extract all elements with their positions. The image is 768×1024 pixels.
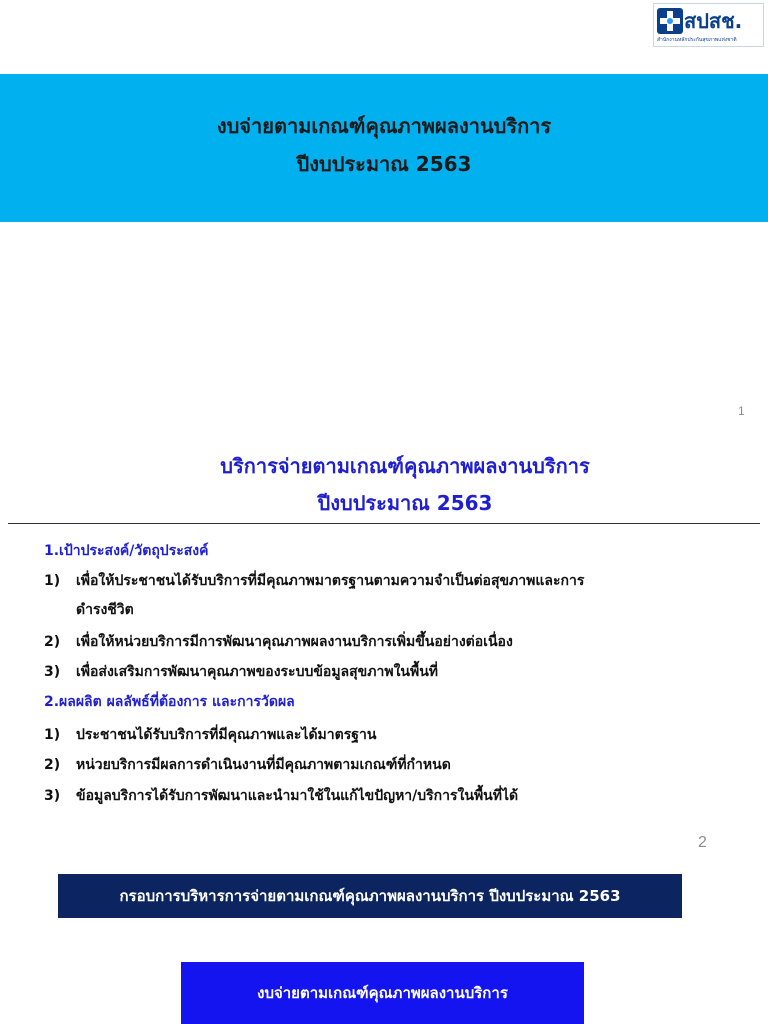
framework-header-box: กรอบการบริหารการจ่ายตามเกณฑ์คุณภาพผลงานบริการ ปีงบประมาณ 2563 xyxy=(58,874,682,918)
item-text: ประชาชนได้รับบริการที่มีคุณภาพและได้มาตรฐาน xyxy=(76,727,377,743)
section1-heading: 1.เป้าประสงค์/วัตถุประสงค์ xyxy=(44,543,209,559)
item-text: เพื่อให้ประชาชนได้รับบริการที่มีคุณภาพมาตรฐานตามความจำเป็นต่อสุขภาพและการ xyxy=(76,573,585,589)
divider xyxy=(8,523,760,524)
list-item xyxy=(44,631,513,653)
nhso-logo xyxy=(653,3,764,47)
item-continuation: ดำรงชีวิต xyxy=(76,602,134,618)
slide2-title-line1: บริการจ่ายตามเกณฑ์คุณภาพผลงานบริการ xyxy=(220,454,590,478)
budget-box: งบจ่ายตามเกณฑ์คุณภาพผลงานบริการ xyxy=(181,962,584,1024)
list-item xyxy=(44,754,451,776)
list-item xyxy=(44,570,584,592)
item-number: 2) xyxy=(44,634,61,650)
section2-heading: 2.ผลผลิต ผลลัพธ์ที่ต้องการ และการวัดผล xyxy=(44,694,295,710)
item-text: ข้อมูลบริการได้รับการพัฒนาและนำมาใช้ในแก้ไขปัญหา/บริการในพื้นที่ได้ xyxy=(76,788,519,804)
title-banner xyxy=(0,74,768,222)
page-number-2: 2 xyxy=(698,834,707,851)
page-number-1: 1 xyxy=(738,404,745,418)
cross-heart-icon xyxy=(657,8,683,34)
item-number: 1) xyxy=(44,573,61,589)
slide2-title-line2: ปีงบประมาณ 2563 xyxy=(317,491,493,515)
item-number: 1) xyxy=(44,727,61,743)
list-item xyxy=(44,724,376,746)
slide1-title-line1: งบจ่ายตามเกณฑ์คุณภาพผลงานบริการ xyxy=(216,114,552,138)
list-item xyxy=(44,661,438,683)
item-text: เพื่อให้หน่วยบริการมีการพัฒนาคุณภาพผลงานบริการเพิ่มขึ้นอย่างต่อเนื่อง xyxy=(76,634,513,650)
list-item xyxy=(44,785,518,807)
item-number: 3) xyxy=(44,664,61,680)
slide1-title-line2: ปีงบประมาณ 2563 xyxy=(296,152,472,176)
logo-text: สปสช. xyxy=(684,9,743,33)
item-number: 2) xyxy=(44,757,61,773)
item-text: หน่วยบริการมีผลการดำเนินงานที่มีคุณภาพตามเกณฑ์ที่กำหนด xyxy=(76,757,451,773)
item-text: เพื่อส่งเสริมการพัฒนาคุณภาพของระบบข้อมูลสุขภาพในพื้นที่ xyxy=(76,664,438,680)
logo-subtext: สำนักงานหลักประกันสุขภาพแห่งชาติ xyxy=(657,37,737,43)
item-number: 3) xyxy=(44,788,61,804)
